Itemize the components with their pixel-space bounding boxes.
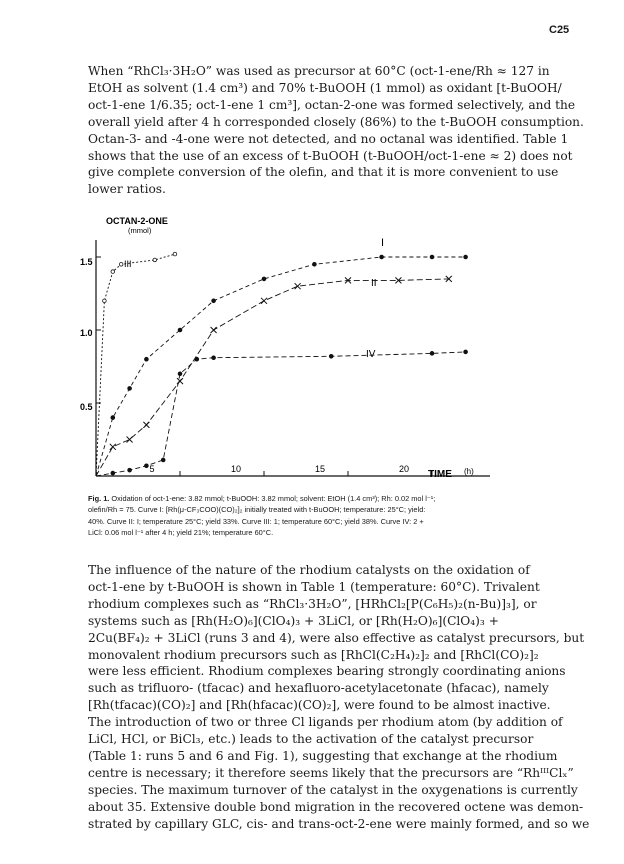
data-point [195,357,199,361]
data-point [128,468,132,472]
figure-1-chart [80,210,508,490]
data-point [173,252,177,256]
data-point [128,387,132,391]
caption-line [88,504,553,515]
data-point [111,471,115,475]
data-point [430,351,434,355]
caption-line [88,516,553,527]
data-point [178,328,182,332]
chart-axes [96,240,490,476]
plot-area [96,252,468,476]
caption-text: olefin/Rh = 75. Curve I: [Rh(μ-CF₃COO)(CO)₂]₂ initially treated with t-BuOOH; temperature: 25°C; yield: [88,505,426,515]
y-tick-label-1-5: 1.5 [80,257,93,267]
data-point [153,258,157,262]
text-line: When “RhCl₃·3H₂O” was used as precursor at 60°C (oct-1-ene/Rh ≈ 127 in [88,64,550,78]
text-line: systems such as [Rh(H₂O)₆](ClO₄)₃ + 3LiCl, or [Rh(H₂O)₆](ClO₄)₃ + [88,613,499,628]
y-tick-label-0-5: 0.5 [80,402,93,412]
series-line-II [96,279,449,476]
data-point [111,270,115,274]
data-point [103,299,107,303]
text-line: lower ratios. [88,182,166,197]
data-point [329,354,333,358]
text-line: oct-1-ene 1/6.35; oct-1-ene 1 cm³], octan-2-one was formed selectively, and the [88,97,576,112]
curve-label-II: II [371,278,377,289]
x-tick-label-5: 5 [149,464,155,474]
data-point [295,283,301,289]
text-line: species. The maximum turnover of the catalyst in the oxygenations is currently [88,782,578,797]
text-line: rhodium complexes such as “RhCl₃·3H₂O”, [HRhCl₂[P(C₆H₅)₂(n-Bu)]₃], or [88,596,537,611]
text-line: Octan-3- and -4-one were not detected, and no octanal was identified. Table 1 [88,131,569,146]
y-axis-title: OCTAN-2-ONE [106,216,168,226]
data-point [212,299,216,303]
data-point [212,356,216,360]
series-line-IV [96,352,466,476]
caption-text: 40%. Curve II: I; temperature 25°C; yield 33%. Curve III: 1; temperature 60°C; yield 38%. Curve IV: 2 + [88,516,424,526]
x-axis-title: TIME [428,469,452,480]
data-point [110,444,116,450]
caption-line [88,527,553,538]
series-line-I [96,257,466,476]
text-line: EtOH as solvent (1.4 cm³) and 70% t-BuOOH (1 mmol) as oxidant [t-BuOOH/ [88,80,562,95]
figure-caption [88,493,553,539]
y-tick-label-1-0: 1.0 [80,328,93,338]
data-point [313,262,317,266]
data-point [161,458,165,462]
data-point [119,263,123,267]
text-line: The influence of the nature of the rhodium catalysts on the oxidation of [88,563,530,577]
series-line-III [96,254,175,476]
data-point [145,357,149,361]
text-line: overall yield after 4 h corresponded closely (86%) to the t-BuOOH consumption. [88,114,584,129]
caption-text: LiCl: 0.06 mol l⁻¹ after 4 h; yield 21%; temperature 60°C. [88,528,274,538]
text-line: [Rh(tfacac)(CO)₂] and [Rh(hfacac)(CO)₂], were found to be almost inactive. [88,698,551,713]
data-point [464,255,468,259]
paragraph-intro [88,63,584,198]
text-line: The introduction of two or three Cl ligands per rhodium atom (by addition of [88,715,563,730]
data-point [178,372,182,376]
curve-label-I: I [381,237,385,249]
paragraph-catalysts [88,562,590,833]
data-point [143,422,149,428]
text-line: about 35. Extensive double bond migration in the recovered octene was demon- [88,799,584,814]
data-point [380,255,384,259]
text-line: 2Cu(BF₄)₂ + 3LiCl (runs 3 and 4), were also effective as catalyst precursors, but [88,630,585,645]
text-line: monovalent rhodium precursors such as [RhCl(C₂H₄)₂]₂ and [RhCl(CO)₂]₂ [88,647,539,662]
page-number: C25 [549,24,570,36]
x-tick-label-10: 10 [230,464,242,474]
text-line: oct-1-ene by t-BuOOH is shown in Table 1 (temperature: 60°C). Trivalent [88,579,540,594]
y-axis-unit: (mmol) [128,226,152,235]
text-line: centre is necessary; it therefore seems likely that the precursors are “RhᴵᴵᴵClₓ” [88,765,574,780]
data-point [464,350,468,354]
data-point [211,327,217,333]
data-point [261,298,267,304]
text-line: such as trifluoro- (tfacac) and hexafluoro-acetylacetonate (hfacac), namely [88,681,549,696]
curve-label-IV: IV [366,349,376,360]
text-line: shows that the use of an excess of t-BuOOH (t-BuOOH/oct-1-ene ≈ 2) does not [88,148,573,163]
caption-label: Fig. 1. [88,494,110,503]
text-line: strated by capillary GLC, cis- and trans-oct-2-ene were mainly formed, and so we [88,816,590,831]
data-point [127,437,133,443]
x-tick-label-15: 15 [314,464,326,474]
text-line: were less efficient. Rhodium complexes bearing strongly coordinating anions [88,664,566,679]
text-line: (Table 1: runs 5 and 6 and Fig. 1), suggesting that exchange at the rhodium [88,748,558,763]
caption-line [88,493,553,504]
data-point [430,255,434,259]
text-line: LiCl, HCl, or BiCl₃, etc.) leads to the activation of the catalyst precursor [88,732,534,747]
curve-label-III: III [124,259,132,269]
data-point [111,416,115,420]
data-point [145,464,149,468]
caption-text: Oxidation of oct-1-ene: 3.82 mmol; t-BuOOH: 3.82 mmol; solvent: EtOH (1.4 cm³); Rh: 0.02 mol l⁻¹; [111,494,436,503]
x-axis-unit: (h) [464,467,474,476]
x-tick-label-20: 20 [398,464,410,474]
text-line: give complete conversion of the olefin, and that it is more convenient to use [88,165,559,180]
data-point [262,277,266,281]
